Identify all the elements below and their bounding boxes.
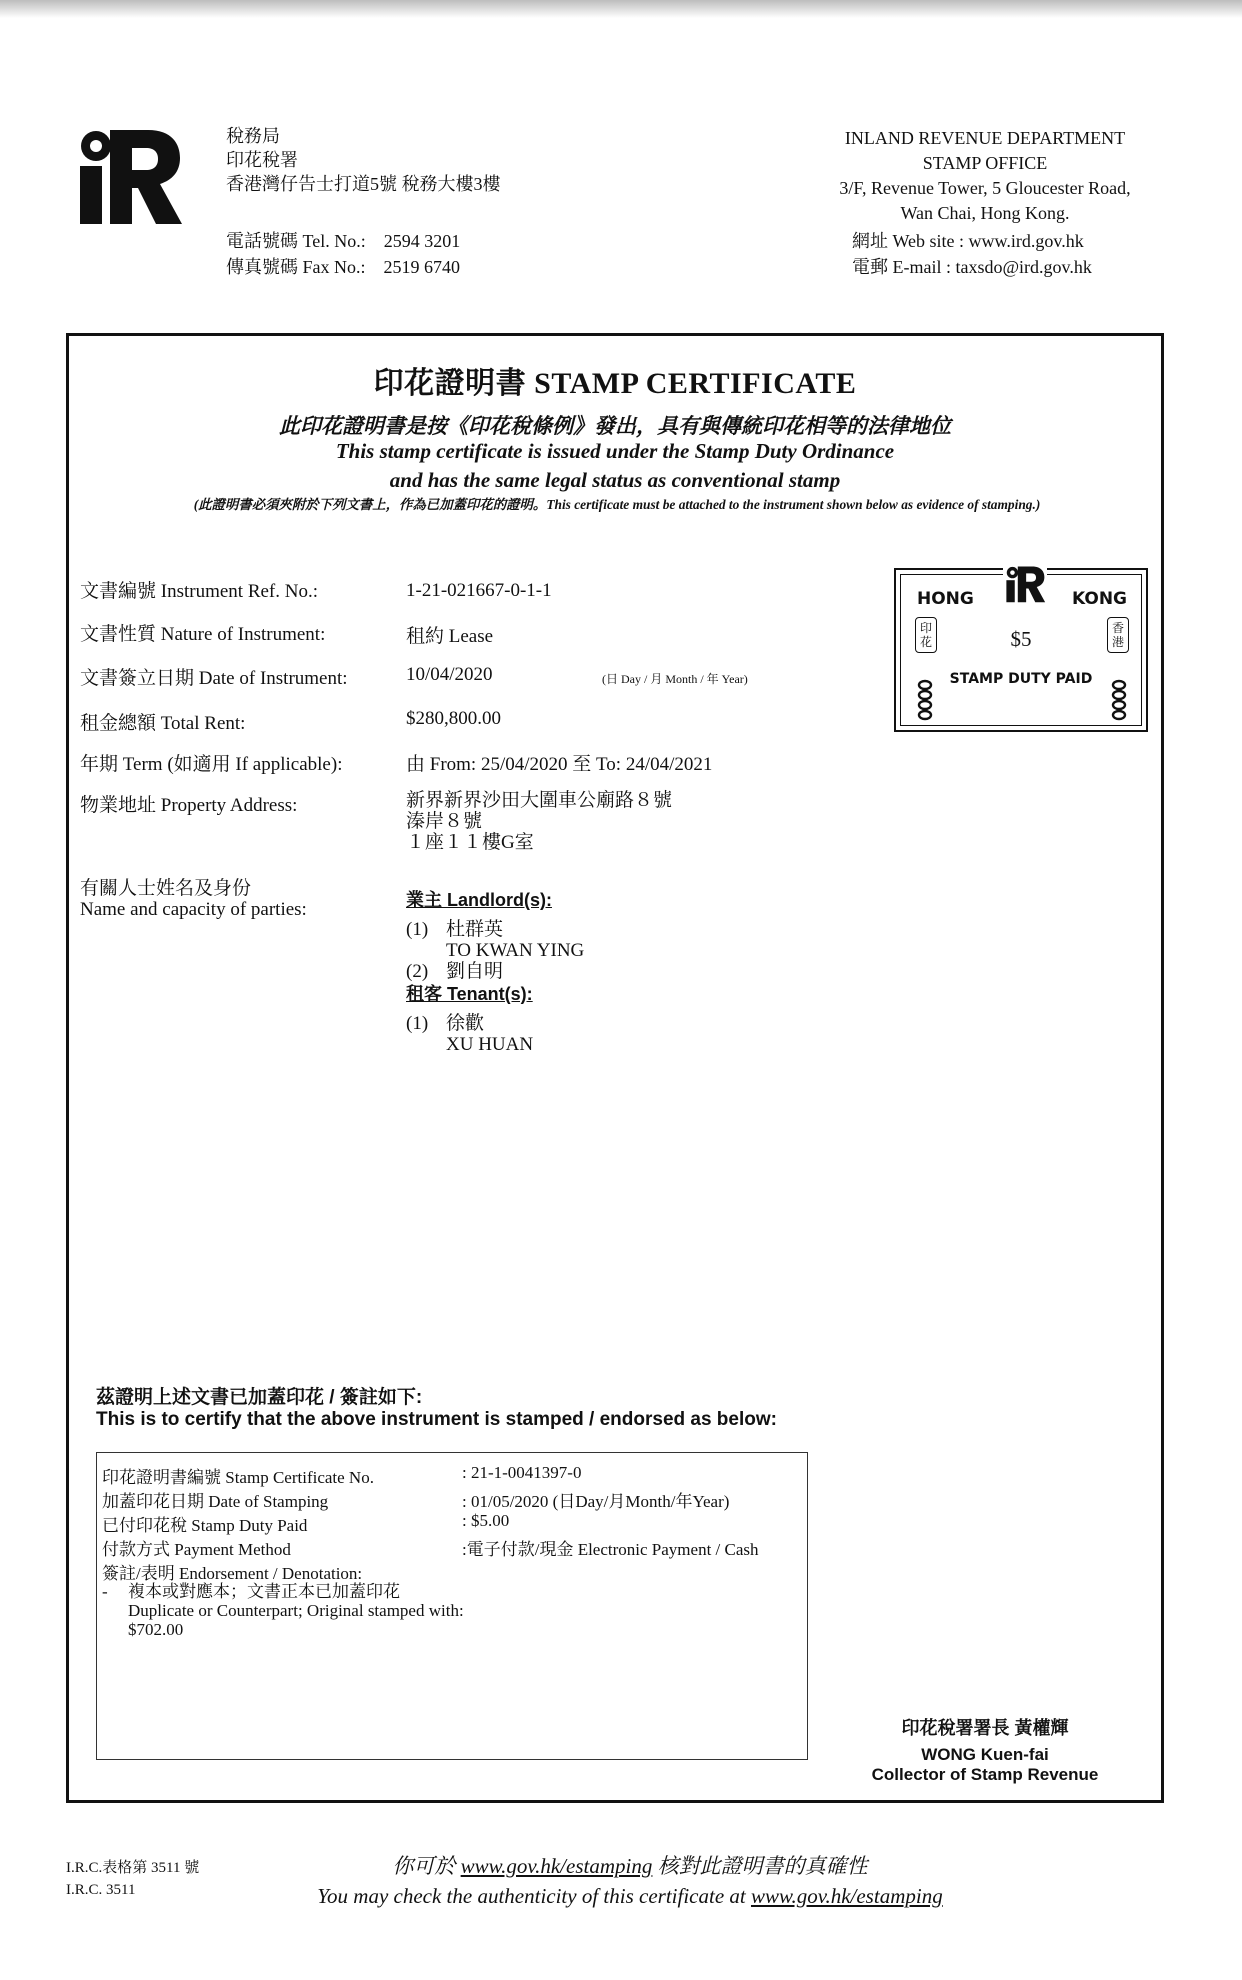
header-en-line: 3/F, Revenue Tower, 5 Gloucester Road, bbox=[839, 178, 1131, 198]
ref-value: 1-21-021667-0-1-1 bbox=[406, 580, 552, 601]
header-en-line: STAMP OFFICE bbox=[922, 153, 1048, 173]
verify-en-pre: You may check the authenticity of this certificate at bbox=[317, 1884, 751, 1908]
header-cn-line: 稅務局 bbox=[226, 126, 280, 146]
landlord-name-cn: 杜群英 bbox=[446, 919, 504, 940]
landlord-num: (1) bbox=[406, 919, 429, 940]
ird-logo bbox=[74, 126, 184, 226]
stamp-amount: $5 bbox=[1010, 627, 1032, 651]
date-format-hint: (日 Day / 月 Month / 年 Year) bbox=[602, 672, 748, 686]
stamp-coil-left-icon bbox=[917, 679, 933, 725]
header-en-line: INLAND REVENUE DEPARTMENT bbox=[844, 128, 1126, 148]
stamp-paid-text: STAMP DUTY PAID bbox=[949, 671, 1093, 687]
stamp-duty-paid-stamp bbox=[894, 568, 1148, 732]
endorsement-line: $702.00 bbox=[128, 1620, 184, 1639]
address-line: 溱岸８號 bbox=[406, 811, 483, 832]
rent-label: 租金總額 Total Rent: bbox=[80, 713, 246, 734]
endorsement-line: 複本或對應本；文書正本已加蓋印花 bbox=[128, 1582, 400, 1601]
rent-value: $280,800.00 bbox=[406, 708, 501, 729]
stamp-cert-no-label: 印花證明書編號 Stamp Certificate No. bbox=[102, 1468, 374, 1487]
header-web bbox=[852, 228, 1092, 280]
date-value: 10/04/2020 bbox=[406, 664, 493, 685]
header-cn-address bbox=[226, 124, 501, 196]
date-label: 文書簽立日期 Date of Instrument: bbox=[80, 668, 348, 689]
parties-label bbox=[80, 878, 307, 920]
header-cn-line: 香港灣仔告士打道5號 稅務大樓3樓 bbox=[226, 174, 501, 194]
header-contact bbox=[226, 228, 460, 280]
form-number-en: I.R.C. 3511 bbox=[66, 1882, 136, 1898]
top-shadow bbox=[0, 0, 1242, 18]
ref-label: 文書編號 Instrument Ref. No.: bbox=[80, 581, 319, 602]
verify-link-cn[interactable]: www.gov.hk/estamping bbox=[460, 1854, 653, 1878]
tel-value: 2594 3201 bbox=[383, 231, 461, 251]
tenant-num: (1) bbox=[406, 1013, 429, 1034]
landlord-heading: 業主 Landlord(s): bbox=[406, 890, 552, 910]
tenant-name-cn: 徐歡 bbox=[446, 1013, 485, 1034]
term-label: 年期 Term (如適用 If applicable): bbox=[80, 754, 343, 775]
duty-paid-label: 已付印花稅 Stamp Duty Paid bbox=[102, 1516, 308, 1535]
verify-link-en[interactable]: www.gov.hk/estamping bbox=[750, 1884, 943, 1908]
endorsement-label: 簽註/表明 Endorsement / Denotation: bbox=[102, 1564, 363, 1583]
stamping-date-label: 加蓋印花日期 Date of Stamping bbox=[102, 1492, 329, 1511]
landlord-name-cn: 劉自明 bbox=[446, 961, 504, 982]
landlord-num: (2) bbox=[406, 961, 429, 982]
header-en-address bbox=[780, 126, 1190, 226]
stamp-ir-logo-icon bbox=[1003, 565, 1047, 603]
nature-label: 文書性質 Nature of Instrument: bbox=[80, 624, 326, 645]
endorsement-line: Duplicate or Counterpart; Original stamped with: bbox=[128, 1601, 464, 1620]
landlord-entry bbox=[406, 961, 584, 982]
verify-cn-post: 核對此證明書的真確性 bbox=[652, 1854, 868, 1878]
certificate-title: 印花證明書 STAMP CERTIFICATE bbox=[373, 367, 857, 400]
certify-cn: 茲證明上述文書已加蓋印花 / 簽註如下: bbox=[96, 1387, 423, 1408]
landlord-entry bbox=[406, 919, 584, 961]
stamping-date-value: : 01/05/2020 (日Day/月Month/年Year) bbox=[462, 1492, 730, 1511]
parties-label-cn: 有關人士姓名及身份 bbox=[80, 878, 252, 899]
address-line: 新界新界沙田大圍車公廟路８號 bbox=[406, 790, 673, 811]
header-en-line: Wan Chai, Hong Kong. bbox=[900, 203, 1070, 223]
signature-name: WONG Kuen-fai bbox=[921, 1745, 1049, 1764]
signature-cn: 印花稅署署長 黃權輝 bbox=[901, 1718, 1069, 1738]
parties-label-en: Name and capacity of parties: bbox=[80, 899, 307, 920]
subtitle-en-1: This stamp certificate is issued under the Stamp Duty Ordinance bbox=[335, 439, 895, 463]
verify-en bbox=[230, 1884, 1030, 1909]
duty-paid-value: : $5.00 bbox=[462, 1511, 510, 1530]
stamp-cert-no-value: : 21-1-0041397-0 bbox=[462, 1463, 582, 1482]
tel-label: 電話號碼 Tel. No.: bbox=[226, 231, 366, 251]
signature-title: Collector of Stamp Revenue bbox=[871, 1765, 1099, 1784]
verify-cn-pre: 你可於 bbox=[392, 1854, 461, 1878]
verify-cn bbox=[230, 1850, 1030, 1880]
stamp-side-right: 香港 bbox=[1107, 617, 1129, 653]
address-line: １座１１樓G室 bbox=[406, 832, 534, 853]
stamp-side-left: 印花 bbox=[915, 617, 937, 653]
endorsement-dash: - bbox=[102, 1582, 108, 1601]
fax-label: 傳真號碼 Fax No.: bbox=[226, 257, 366, 277]
stamp-inner-border bbox=[900, 574, 1142, 726]
tenant-entry bbox=[406, 1013, 584, 1055]
fax-value: 2519 6740 bbox=[383, 257, 460, 277]
header-cn-line: 印花稅署 bbox=[226, 150, 298, 170]
email: 電郵 E-mail : taxsdo@ird.gov.hk bbox=[852, 257, 1092, 277]
landlord-name-en: TO KWAN YING bbox=[446, 940, 585, 961]
parties-list bbox=[406, 890, 584, 1055]
stamp-coil-right-icon bbox=[1111, 679, 1127, 725]
subtitle-cn: 此印花證明書是按《印花稅條例》發出，具有與傳統印花相等的法律地位 bbox=[279, 414, 951, 438]
address-label: 物業地址 Property Address: bbox=[80, 795, 298, 816]
tenant-name-en: XU HUAN bbox=[446, 1034, 534, 1055]
attachment-note: (此證明書必須夾附於下列文書上，作為已加蓋印花的證明。This certificate must be attached to the instrument shown below as evidence of stamping.) bbox=[193, 497, 1041, 512]
stamp-hong: HONG bbox=[917, 589, 974, 609]
nature-value: 租約 Lease bbox=[406, 626, 494, 647]
form-number-cn: I.R.C.表格第 3511 號 bbox=[66, 1860, 200, 1876]
stamp-kong: KONG bbox=[1071, 589, 1127, 609]
tenant-heading: 租客 Tenant(s): bbox=[406, 984, 533, 1004]
payment-method-value: :電子付款/現金 Electronic Payment / Cash bbox=[462, 1540, 759, 1559]
payment-method-label: 付款方式 Payment Method bbox=[102, 1540, 291, 1559]
endorsement-text bbox=[128, 1582, 464, 1639]
address-value bbox=[406, 790, 672, 853]
term-value: 由 From: 25/04/2020 至 To: 24/04/2021 bbox=[406, 754, 713, 775]
web-site: 網址 Web site : www.ird.gov.hk bbox=[852, 231, 1084, 251]
subtitle-en-2: and has the same legal status as conventional stamp bbox=[389, 468, 841, 492]
certify-en: This is to certify that the above instrument is stamped / endorsed as below: bbox=[96, 1409, 777, 1430]
